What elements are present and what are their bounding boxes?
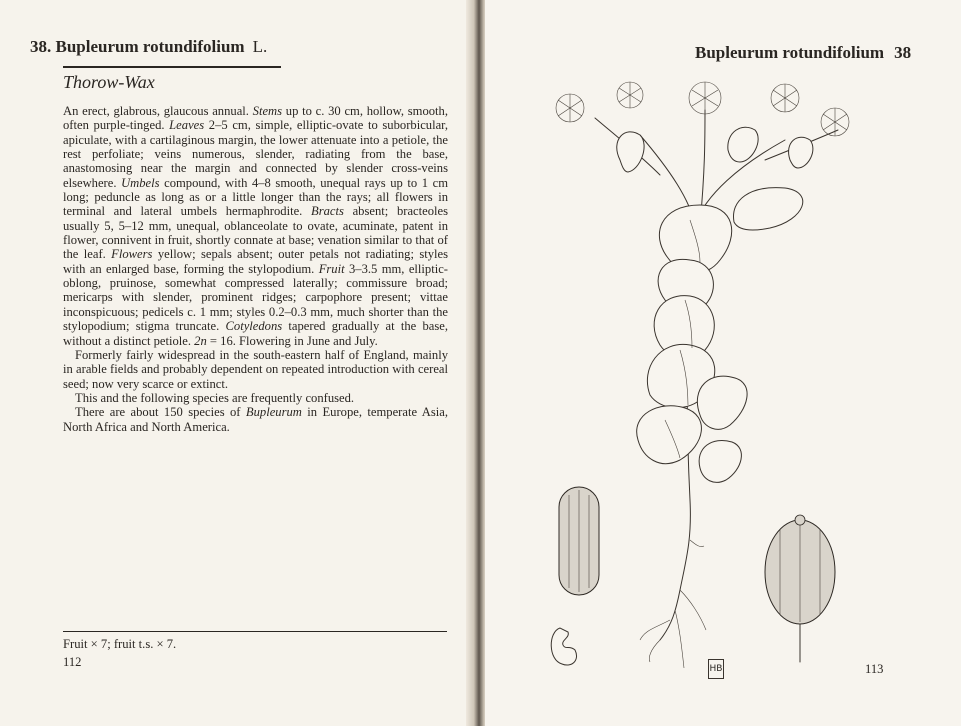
umbel-far-right [821,108,849,136]
italic-term: 2n [194,333,207,348]
umbel-mid [617,82,643,108]
umbel-right [771,84,799,112]
italic-term: Flowers [111,247,153,262]
species-number-title: 38. Bupleurum rotundifolium [30,37,245,56]
running-number: 38 [894,43,912,62]
genus-note: There are about 150 species of Bupleurum in Europe, temperate Asia, North Africa and North America. [63,405,448,434]
running-title: Bupleurum rotundifolium [695,43,885,62]
italic-term: Cotyledons [225,319,283,334]
confusion-note: This and the following species are frequently confused. [75,390,355,405]
artist-monogram: HB [708,659,724,679]
description-paragraph: An erect, glabrous, glaucous annual. Stems up to c. 30 cm, hollow, smooth, often purple-tinged. Leaves 2–5 cm, simple, elliptic-ovate to suborbicular, apiculate, with a cartilaginous margin, the lower attenuate into a petiole, the rest perfoliate; veins numerous, slender, radiating from the base, anastomosing near the margin and connected by slender cross-veins elsewhere. Umbels compound, with 4–8 smooth, unequal rays up to 1 cm long; peduncle as long as or a little longer than the rays; all flowers in terminal and lateral umbels hermaphrodite. Bracts absent; bracteoles usually 5, 5–12 mm, unequal, oblanceolate to ovate, acuminate, patent in flower, connivent in fruit, shortly connate at base; venation similar to that of the leaf. Flowers yellow; sepals absent; outer petals not radiating; styles with an enlarged base, forming the stylopodium. Fruit 3–3.5 mm, elliptic-oblong, pruinose, somewhat compressed laterally; commissure broad; mericarps with slender, prominent ridges; carpophore present; vittae inconspicuous; pedicels c. 1 mm; styles 0.2–0.3 mm, much shorter than the stylopodium; stigma truncate. Cotyledons tapered gradually at the base, without a distinct petiole. 2n = 16. Flowering in June and July. [63,104,449,348]
page-number-left: 112 [63,655,82,669]
fruit-drawing-left [559,487,599,595]
figure-caption: Fruit × 7; fruit t.s. × 7. [63,637,177,651]
species-author: L. [252,37,268,56]
italic-term: Bupleurum [245,405,302,420]
italic-term: Stems [252,104,283,118]
umbel-left [556,94,584,122]
distribution-paragraph: Formerly fairly widespread in the south-eastern half of England, mainly in arable fields and probably dependent on repeated introduction with cereal seed; now very scarce or extinct. [63,347,448,391]
italic-term: Leaves [169,118,205,133]
fruit-cross-section [551,628,576,665]
italic-term: Bracts [311,204,344,219]
page-number-right: 113 [865,662,884,676]
umbel-top [689,82,721,114]
italic-term: Fruit [318,261,345,276]
common-name: Thorow-Wax [63,72,155,92]
fruit-drawing-right [765,515,835,662]
italic-term: Umbels [121,175,160,190]
